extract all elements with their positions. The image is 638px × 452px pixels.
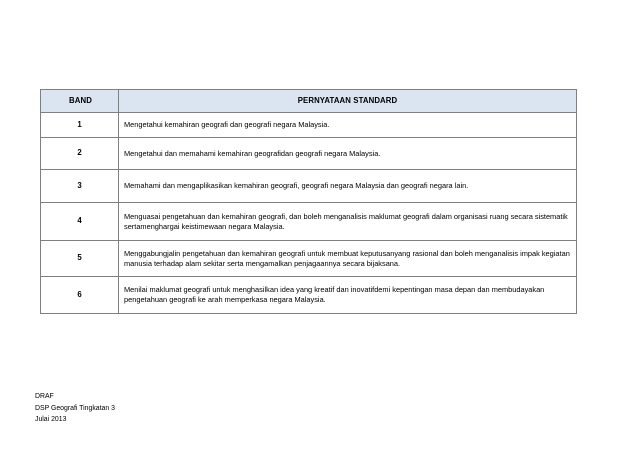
band-number: 6 xyxy=(41,277,119,314)
table-row xyxy=(41,241,577,277)
band-statement: Menggabungjalin pengetahuan dan kemahiran geografi untuk membuat keputusanyang rasional dan boleh menganalisis impak kegiatan manusia terhadap alam sekitar serta mengamalkan penjagaannya secara bijaksana. xyxy=(119,241,577,277)
band-statement: Menguasai pengetahuan dan kemahiran geografi, dan boleh menganalisis maklumat geografi dalam organisasi ruang secara sistematik sertamenghargai keistimewaan negara Malaysia. xyxy=(119,203,577,241)
standard-band-table xyxy=(40,89,577,314)
table-row xyxy=(41,203,577,241)
statement-column-header: PERNYATAAN STANDARD xyxy=(119,90,577,113)
footer-date: Julai 2013 xyxy=(35,416,67,423)
band-statement: Mengetahui dan memahami kemahiran geografidan geografi negara Malaysia. xyxy=(119,138,577,170)
table-header xyxy=(41,90,577,113)
table-row xyxy=(41,170,577,203)
table-row xyxy=(41,113,577,138)
band-number: 5 xyxy=(41,241,119,277)
band-number: 2 xyxy=(41,138,119,170)
band-column-header: BAND xyxy=(41,90,119,113)
document-footer xyxy=(35,391,115,426)
band-statement: Mengetahui kemahiran geografi dan geografi negara Malaysia. xyxy=(119,113,577,138)
footer-draft-label: DRAF xyxy=(35,393,54,400)
band-number: 3 xyxy=(41,170,119,203)
table-header-row xyxy=(41,90,577,113)
footer-document-title: DSP Geografi Tingkatan 3 xyxy=(35,404,115,412)
table-row xyxy=(41,138,577,170)
band-number: 1 xyxy=(41,113,119,138)
band-number: 4 xyxy=(41,203,119,241)
table-body xyxy=(41,113,577,314)
band-statement: Menilai maklumat geografi untuk menghasilkan idea yang kreatif dan inovatifdemi kepentingan masa depan dan membudayakan pengetahuan geografi ke arah memperkasa negara Malaysia. xyxy=(119,277,577,314)
table-row xyxy=(41,277,577,314)
band-statement: Memahami dan mengaplikasikan kemahiran geografi, geografi negara Malaysia dan geografi negara lain. xyxy=(119,170,577,203)
